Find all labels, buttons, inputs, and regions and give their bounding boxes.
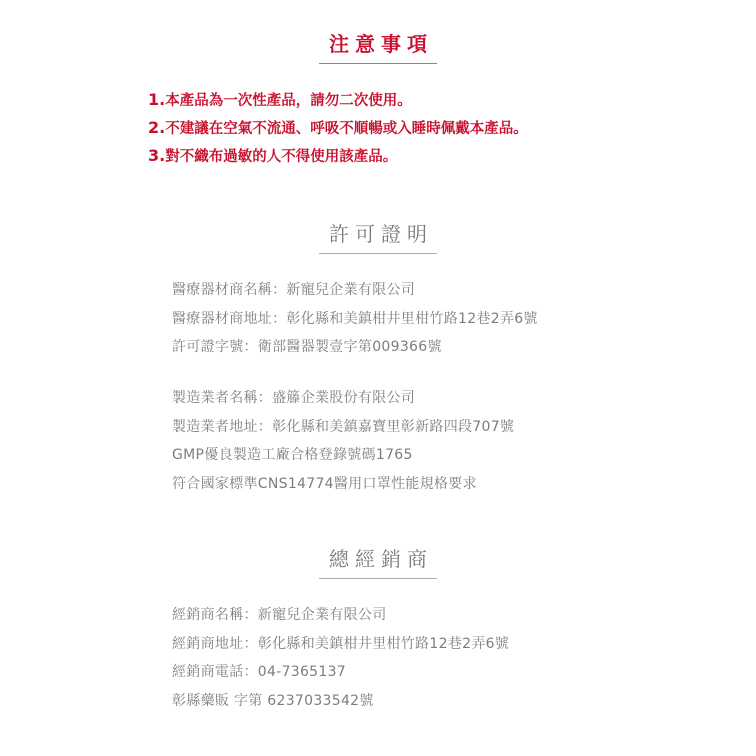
- notice-list: [148, 86, 528, 170]
- distributor-line-phone: 經銷商電話：04-7365137: [172, 664, 347, 680]
- manufacturer-info-list: [172, 384, 514, 498]
- distributor-line-address: 經銷商地址：彰化縣和美鎮柑井里柑竹路12巷2弄6號: [172, 635, 510, 652]
- manufacturer-line-standard: 符合國家標準CNS14774醫用口罩性能規格要求: [172, 475, 477, 492]
- permit-line-vendor-name: 醫療器材商名稱：新寵兒企業有限公司: [172, 282, 416, 298]
- distributor-info-list: [172, 601, 509, 715]
- notice-item: [148, 142, 528, 170]
- notice-section-title: [0, 28, 756, 64]
- notice-item-number: 2.: [148, 118, 166, 137]
- permit-line-license-number: 許可證字號：衛部醫器製壹字第009366號: [172, 339, 442, 355]
- notice-item: [148, 86, 528, 114]
- manufacturer-line-gmp: GMP優良製造工廠合格登錄號碼1765: [172, 447, 413, 463]
- distributor-section-title: [0, 543, 756, 579]
- distributor-title-text: 總經銷商: [319, 543, 437, 579]
- permit-line-vendor-address: 醫療器材商地址：彰化縣和美鎮柑井里柑竹路12巷2弄6號: [172, 310, 538, 327]
- permit-title-text: 許可證明: [319, 218, 437, 254]
- permit-section-title: [0, 218, 756, 254]
- distributor-line-license: 彰縣藥販 字第 6237033542號: [172, 692, 374, 709]
- notice-item-text: 不建議在空氣不流通、呼吸不順暢或入睡時佩戴本產品。: [165, 121, 528, 137]
- permit-info-list: [172, 276, 538, 362]
- notice-title-text: 注意事項: [319, 28, 437, 64]
- distributor-line-name: 經銷商名稱：新寵兒企業有限公司: [172, 607, 387, 623]
- manufacturer-line-name: 製造業者名稱：盛籐企業股份有限公司: [172, 390, 416, 406]
- notice-item-text: 對不織布過敏的人不得使用該產品。: [165, 149, 398, 165]
- notice-item: [148, 114, 528, 142]
- notice-item-text: 本產品為一次性產品，請勿二次使用。: [165, 93, 412, 109]
- notice-item-number: 1.: [148, 90, 166, 109]
- notice-item-number: 3.: [148, 146, 166, 165]
- manufacturer-line-address: 製造業者地址：彰化縣和美鎮嘉寶里彰新路四段707號: [172, 418, 515, 435]
